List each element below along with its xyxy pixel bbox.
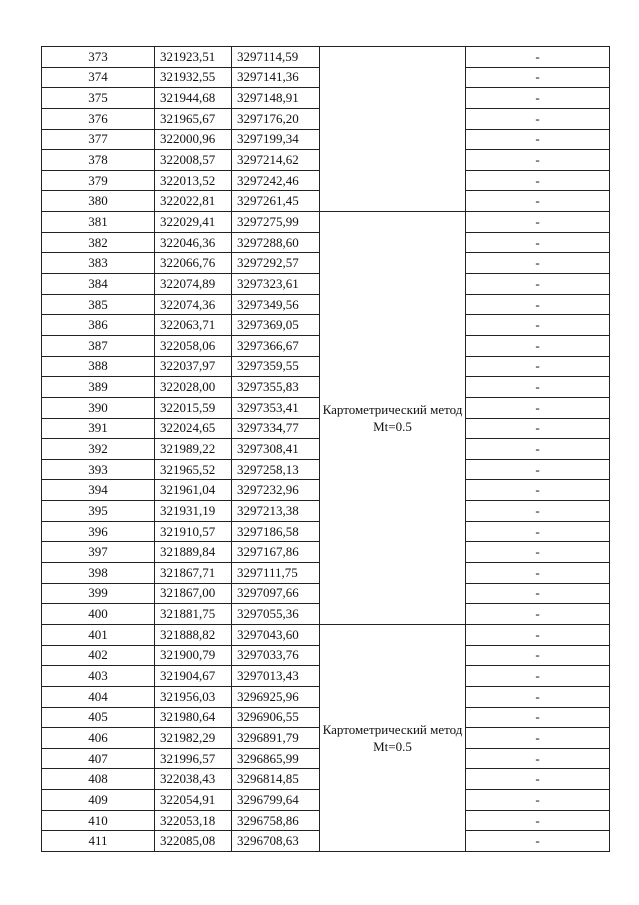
y-coordinate-cell: 3297275,99 <box>232 212 320 233</box>
x-coordinate-cell: 322024,65 <box>155 418 232 439</box>
x-coordinate-cell: 321931,19 <box>155 501 232 522</box>
point-number-cell: 401 <box>42 624 155 645</box>
x-coordinate-cell: 322074,89 <box>155 274 232 295</box>
y-coordinate-cell: 3297232,96 <box>232 480 320 501</box>
error-cell: - <box>466 707 610 728</box>
error-cell: - <box>466 170 610 191</box>
point-number-cell: 393 <box>42 459 155 480</box>
point-number-cell: 406 <box>42 728 155 749</box>
y-coordinate-cell: 3297111,75 <box>232 563 320 584</box>
x-coordinate-cell: 321980,64 <box>155 707 232 728</box>
error-cell: - <box>466 212 610 233</box>
error-cell: - <box>466 480 610 501</box>
error-cell: - <box>466 418 610 439</box>
x-coordinate-cell: 321961,04 <box>155 480 232 501</box>
y-coordinate-cell: 3297013,43 <box>232 666 320 687</box>
point-number-cell: 373 <box>42 47 155 68</box>
error-cell: - <box>466 769 610 790</box>
table-row <box>42 47 610 68</box>
y-coordinate-cell: 3297186,58 <box>232 521 320 542</box>
error-cell: - <box>466 790 610 811</box>
point-number-cell: 374 <box>42 67 155 88</box>
point-number-cell: 392 <box>42 439 155 460</box>
error-cell: - <box>466 624 610 645</box>
y-coordinate-cell: 3297055,36 <box>232 604 320 625</box>
x-coordinate-cell: 322066,76 <box>155 253 232 274</box>
x-coordinate-cell: 322015,59 <box>155 397 232 418</box>
error-cell: - <box>466 67 610 88</box>
point-number-cell: 396 <box>42 521 155 542</box>
point-number-cell: 400 <box>42 604 155 625</box>
error-cell: - <box>466 88 610 109</box>
y-coordinate-cell: 3297148,91 <box>232 88 320 109</box>
y-coordinate-cell: 3296865,99 <box>232 748 320 769</box>
table-row <box>42 624 610 645</box>
point-number-cell: 408 <box>42 769 155 790</box>
x-coordinate-cell: 322028,00 <box>155 377 232 398</box>
y-coordinate-cell: 3297199,34 <box>232 129 320 150</box>
x-coordinate-cell: 321867,00 <box>155 583 232 604</box>
point-number-cell: 407 <box>42 748 155 769</box>
point-number-cell: 375 <box>42 88 155 109</box>
point-number-cell: 379 <box>42 170 155 191</box>
coordinates-table <box>41 46 610 852</box>
error-cell: - <box>466 294 610 315</box>
y-coordinate-cell: 3296758,86 <box>232 810 320 831</box>
y-coordinate-cell: 3297292,57 <box>232 253 320 274</box>
point-number-cell: 380 <box>42 191 155 212</box>
y-coordinate-cell: 3297355,83 <box>232 377 320 398</box>
point-number-cell: 405 <box>42 707 155 728</box>
x-coordinate-cell: 321923,51 <box>155 47 232 68</box>
y-coordinate-cell: 3296925,96 <box>232 686 320 707</box>
y-coordinate-cell: 3297288,60 <box>232 232 320 253</box>
y-coordinate-cell: 3297097,66 <box>232 583 320 604</box>
error-cell: - <box>466 604 610 625</box>
y-coordinate-cell: 3297242,46 <box>232 170 320 191</box>
point-number-cell: 382 <box>42 232 155 253</box>
x-coordinate-cell: 321881,75 <box>155 604 232 625</box>
error-cell: - <box>466 315 610 336</box>
y-coordinate-cell: 3297258,13 <box>232 459 320 480</box>
point-number-cell: 391 <box>42 418 155 439</box>
x-coordinate-cell: 322022,81 <box>155 191 232 212</box>
point-number-cell: 394 <box>42 480 155 501</box>
error-cell: - <box>466 728 610 749</box>
y-coordinate-cell: 3297366,67 <box>232 335 320 356</box>
error-cell: - <box>466 356 610 377</box>
x-coordinate-cell: 321904,67 <box>155 666 232 687</box>
x-coordinate-cell: 322037,97 <box>155 356 232 377</box>
error-cell: - <box>466 253 610 274</box>
coordinates-table-body <box>42 47 610 852</box>
error-cell: - <box>466 335 610 356</box>
error-cell: - <box>466 459 610 480</box>
x-coordinate-cell: 322013,52 <box>155 170 232 191</box>
error-cell: - <box>466 748 610 769</box>
x-coordinate-cell: 321932,55 <box>155 67 232 88</box>
error-cell: - <box>466 191 610 212</box>
point-number-cell: 411 <box>42 831 155 852</box>
error-cell: - <box>466 686 610 707</box>
error-cell: - <box>466 397 610 418</box>
y-coordinate-cell: 3296708,63 <box>232 831 320 852</box>
x-coordinate-cell: 321965,67 <box>155 108 232 129</box>
error-cell: - <box>466 129 610 150</box>
error-cell: - <box>466 583 610 604</box>
y-coordinate-cell: 3297261,45 <box>232 191 320 212</box>
point-number-cell: 388 <box>42 356 155 377</box>
x-coordinate-cell: 322085,08 <box>155 831 232 852</box>
point-number-cell: 395 <box>42 501 155 522</box>
y-coordinate-cell: 3296799,64 <box>232 790 320 811</box>
y-coordinate-cell: 3297167,86 <box>232 542 320 563</box>
error-cell: - <box>466 150 610 171</box>
x-coordinate-cell: 321989,22 <box>155 439 232 460</box>
point-number-cell: 404 <box>42 686 155 707</box>
error-cell: - <box>466 47 610 68</box>
table-row <box>42 212 610 233</box>
error-cell: - <box>466 645 610 666</box>
x-coordinate-cell: 321996,57 <box>155 748 232 769</box>
method-cell <box>320 47 466 212</box>
y-coordinate-cell: 3297334,77 <box>232 418 320 439</box>
error-cell: - <box>466 666 610 687</box>
y-coordinate-cell: 3297369,05 <box>232 315 320 336</box>
y-coordinate-cell: 3297213,38 <box>232 501 320 522</box>
error-cell: - <box>466 831 610 852</box>
error-cell: - <box>466 810 610 831</box>
error-cell: - <box>466 377 610 398</box>
x-coordinate-cell: 322038,43 <box>155 769 232 790</box>
method-cell: Картометрический метод Mt=0.5 <box>320 624 466 851</box>
point-number-cell: 397 <box>42 542 155 563</box>
x-coordinate-cell: 322000,96 <box>155 129 232 150</box>
y-coordinate-cell: 3296814,85 <box>232 769 320 790</box>
point-number-cell: 389 <box>42 377 155 398</box>
x-coordinate-cell: 321944,68 <box>155 88 232 109</box>
error-cell: - <box>466 232 610 253</box>
x-coordinate-cell: 321889,84 <box>155 542 232 563</box>
x-coordinate-cell: 321867,71 <box>155 563 232 584</box>
point-number-cell: 398 <box>42 563 155 584</box>
y-coordinate-cell: 3296906,55 <box>232 707 320 728</box>
y-coordinate-cell: 3296891,79 <box>232 728 320 749</box>
point-number-cell: 387 <box>42 335 155 356</box>
y-coordinate-cell: 3297114,59 <box>232 47 320 68</box>
y-coordinate-cell: 3297359,55 <box>232 356 320 377</box>
point-number-cell: 390 <box>42 397 155 418</box>
point-number-cell: 378 <box>42 150 155 171</box>
point-number-cell: 377 <box>42 129 155 150</box>
y-coordinate-cell: 3297353,41 <box>232 397 320 418</box>
x-coordinate-cell: 322046,36 <box>155 232 232 253</box>
x-coordinate-cell: 322008,57 <box>155 150 232 171</box>
x-coordinate-cell: 322063,71 <box>155 315 232 336</box>
point-number-cell: 410 <box>42 810 155 831</box>
point-number-cell: 385 <box>42 294 155 315</box>
point-number-cell: 384 <box>42 274 155 295</box>
point-number-cell: 383 <box>42 253 155 274</box>
y-coordinate-cell: 3297043,60 <box>232 624 320 645</box>
y-coordinate-cell: 3297214,62 <box>232 150 320 171</box>
method-cell: Картометрический метод Mt=0.5 <box>320 212 466 625</box>
error-cell: - <box>466 108 610 129</box>
x-coordinate-cell: 321956,03 <box>155 686 232 707</box>
error-cell: - <box>466 521 610 542</box>
x-coordinate-cell: 322054,91 <box>155 790 232 811</box>
error-cell: - <box>466 274 610 295</box>
error-cell: - <box>466 563 610 584</box>
x-coordinate-cell: 322074,36 <box>155 294 232 315</box>
x-coordinate-cell: 321910,57 <box>155 521 232 542</box>
error-cell: - <box>466 542 610 563</box>
x-coordinate-cell: 321900,79 <box>155 645 232 666</box>
y-coordinate-cell: 3297033,76 <box>232 645 320 666</box>
x-coordinate-cell: 322053,18 <box>155 810 232 831</box>
x-coordinate-cell: 321965,52 <box>155 459 232 480</box>
error-cell: - <box>466 439 610 460</box>
point-number-cell: 386 <box>42 315 155 336</box>
point-number-cell: 381 <box>42 212 155 233</box>
point-number-cell: 402 <box>42 645 155 666</box>
point-number-cell: 409 <box>42 790 155 811</box>
y-coordinate-cell: 3297349,56 <box>232 294 320 315</box>
point-number-cell: 399 <box>42 583 155 604</box>
point-number-cell: 376 <box>42 108 155 129</box>
y-coordinate-cell: 3297176,20 <box>232 108 320 129</box>
y-coordinate-cell: 3297141,36 <box>232 67 320 88</box>
x-coordinate-cell: 321888,82 <box>155 624 232 645</box>
y-coordinate-cell: 3297323,61 <box>232 274 320 295</box>
x-coordinate-cell: 322058,06 <box>155 335 232 356</box>
x-coordinate-cell: 321982,29 <box>155 728 232 749</box>
x-coordinate-cell: 322029,41 <box>155 212 232 233</box>
point-number-cell: 403 <box>42 666 155 687</box>
error-cell: - <box>466 501 610 522</box>
y-coordinate-cell: 3297308,41 <box>232 439 320 460</box>
